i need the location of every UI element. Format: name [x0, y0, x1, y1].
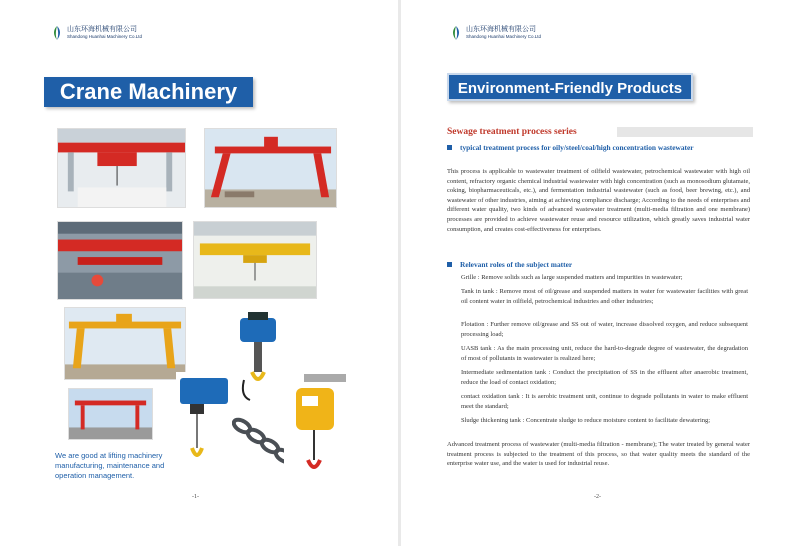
chain-hoist-photo — [284, 374, 346, 478]
role-grille: Grille : Remove solids such as large suspended matters and impurities in wastewater; — [461, 274, 683, 281]
role-contact-oxidation: contact oxidation tank : It is aerobic treatment unit, continue to degrade pollutants in water to make effluent meet the standard; — [461, 393, 748, 410]
bullet-square-icon — [447, 262, 452, 267]
workshop-crane-photo — [57, 221, 183, 300]
title-underline-bar — [617, 127, 753, 137]
role-uasb-tank: UASB tank : As the main processing unit, reduce the hard-to-degrade degree of wastewater, the degradation of most of pollutants in wastewater is realized here; — [461, 345, 748, 362]
section-title-text: Sewage treatment process series — [447, 127, 577, 137]
electric-hoist-photo — [234, 310, 282, 406]
page-number: -1- — [192, 494, 199, 500]
yellow-gantry-photo — [64, 307, 186, 380]
role-sludge-thickening: Sludge thickening tank : Concentrate sludge to reduce moisture content to facilitate dewatering; — [461, 417, 711, 424]
yellow-crane-photo — [193, 221, 317, 299]
slogan-text: We are good at lifting machinery manufacturing, maintenance and operation management. — [55, 451, 165, 480]
page-number: -2- — [594, 494, 601, 500]
company-name-cn: 山东环海机械有限公司 — [466, 25, 536, 33]
company-logo-icon — [449, 25, 463, 41]
overhead-crane-photo — [57, 128, 186, 208]
company-name-en: Shandong Huanhai Machinery Co.Ltd — [466, 34, 542, 39]
role-intermediate-sedimentation: Intermediate sedimentation tank : Conduct the precipitation of SS in the effluent after anaerobic treatment, reduce the load of contact oxidation; — [461, 369, 748, 386]
bullet-heading-process — [447, 143, 753, 152]
company-name-en: Shandong Huanhai Machinery Co.Ltd — [67, 34, 143, 39]
section-title — [447, 126, 753, 138]
bullet-square-icon — [447, 145, 452, 150]
company-name-cn: 山东环海机械有限公司 — [67, 25, 137, 33]
advanced-treatment-paragraph: Advanced treatment process of wastewater (multi-media filtration - membrane); The water treated by general water treatment process is subjected to the treatment of this process, so that water quality meets the standard of the enterprise water use, and the water is used for industrial reuse. — [447, 441, 750, 468]
process-description: This process is applicable to wastewater treatment of oilfield wastewater, petrochemical wastewater with high oil content, refractory organic chemical industrial wastewater with high concentration (such as monosodium glutamate, coking, biopharmaceuticals, etc.), and fermentation industrial wastewater (such as food, beer brewing, etc.), and wastewater of other industries, aiming at achieving compliance discharge; According to the needs of enterprises and different water quality, two kinds of advanced wastewater treatment (multi-media filtration and one membrane) processes are provided to achieve wastewater reuse and resource utilization, which greatly saves industrial water consumption, and creates cost-effectiveness for enterprises. — [447, 168, 750, 233]
bullet-heading-text: typical treatment process for oily/steel/coal/high concentration wastewater — [460, 143, 694, 152]
bullet-heading-text: Relevant roles of the subject matter — [460, 260, 573, 269]
small-gantry-photo — [68, 388, 153, 440]
bullet-heading-roles — [447, 260, 753, 269]
company-logo-icon — [50, 25, 64, 41]
left-page — [0, 0, 398, 546]
role-tank-in-tank: Tank in tank : Remove most of oil/grease and suspended matters in water for wastewater facilities with great oil content water in oilfield, petrochemical industries and other industries; — [461, 288, 748, 305]
gantry-crane-photo — [204, 128, 337, 208]
environment-products-banner: Environment-Friendly Products — [447, 73, 693, 101]
company-logo — [50, 25, 142, 41]
company-logo — [449, 25, 541, 41]
crane-machinery-banner: Crane Machinery — [44, 77, 253, 107]
role-flotation: Flotation : Further remove oil/grease and SS out of water, increase dissolved oxygen, and reduce subsequent processing load; — [461, 321, 748, 338]
